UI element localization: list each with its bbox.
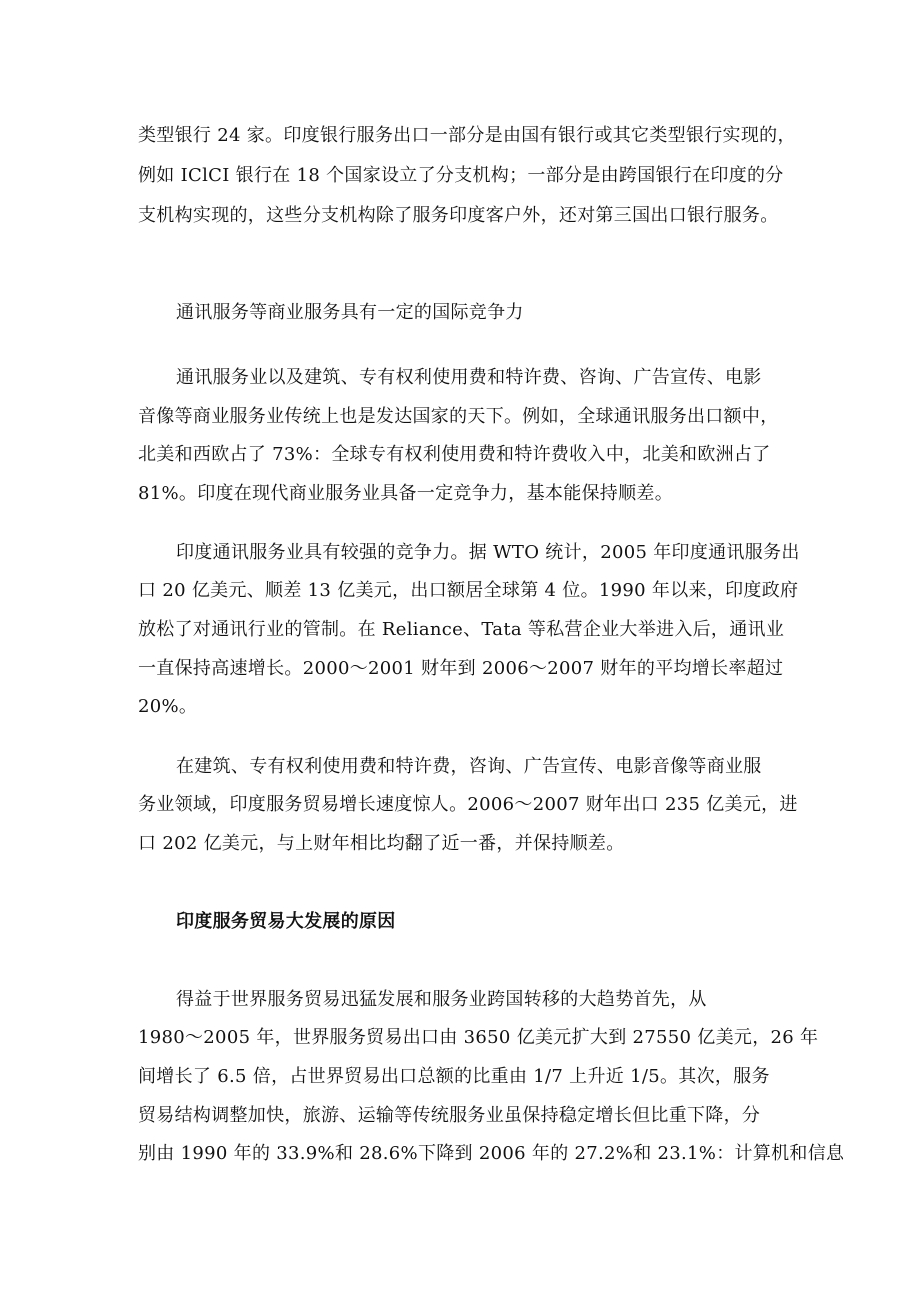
text-line: 支机构实现的，这些分支机构除了服务印度客户外，还对第三国出口银行服务。: [138, 205, 779, 226]
text-line: 口 202 亿美元，与上财年相比均翻了近一番，并保持顺差。: [138, 833, 625, 854]
text-line: 北美和西欧占了 73%：全球专有权利使用费和特许费收入中，北美和欧洲占了: [138, 444, 771, 465]
text-line: 得益于世界服务贸易迅猛发展和服务业跨国转移的大趋势首先，从: [176, 989, 707, 1010]
text-line: 口 20 亿美元、顺差 13 亿美元，出口额居全球第 4 位。1990 年以来，印度政府: [138, 580, 799, 601]
text-line: 间增长了 6.5 倍，占世界贸易出口总额的比重由 1/7 上升近 1/5。其次，服务: [138, 1066, 770, 1087]
section-heading-reasons: 印度服务贸易大发展的原因: [176, 911, 396, 932]
text-line: 通讯服务业以及建筑、专有权利使用费和特许费、咨询、广告宣传、电影: [176, 367, 762, 388]
text-line: 音像等商业服务业传统上也是发达国家的天下。例如，全球通讯服务出口额中，: [138, 406, 779, 427]
text-line: 1980～2005 年，世界服务贸易出口由 3650 亿美元扩大到 27550 亿美元，26 年: [138, 1027, 819, 1048]
text-line: 一直保持高速增长。2000～2001 财年到 2006～2007 财年的平均增长率超过: [138, 658, 784, 679]
text-line: 别由 1990 年的 33.9%和 28.6%下降到 2006 年的 27.2%和 23.1%：计算机和信息: [138, 1143, 845, 1164]
text-line: 在建筑、专有权利使用费和特许费，咨询、广告宣传、电影音像等商业服: [176, 756, 762, 777]
text-line: 81%。印度在现代商业服务业具备一定竞争力，基本能保持顺差。: [138, 483, 674, 504]
text-line: 贸易结构调整加快，旅游、运输等传统服务业虽保持稳定增长但比重下降，分: [138, 1105, 761, 1126]
text-line: 20%。: [138, 696, 198, 717]
text-line: 印度通讯服务业具有较强的竞争力。据 WTO 统计，2005 年印度通讯服务出: [176, 542, 800, 563]
section-heading-communication: 通讯服务等商业服务具有一定的国际竞争力: [176, 302, 524, 323]
text-line: 例如 IClCI 银行在 18 个国家设立了分支机构；一部分是由跨国银行在印度的分: [138, 165, 784, 186]
text-line: 务业领域，印度服务贸易增长速度惊人。2006～2007 财年出口 235 亿美元，进: [138, 794, 798, 815]
text-line: 放松了对通讯行业的管制。在 Reliance、Tata 等私营企业大举进入后，通讯业: [138, 619, 785, 640]
text-line: 类型银行 24 家。印度银行服务出口一部分是由国有银行或其它类型银行实现的，: [138, 125, 796, 146]
